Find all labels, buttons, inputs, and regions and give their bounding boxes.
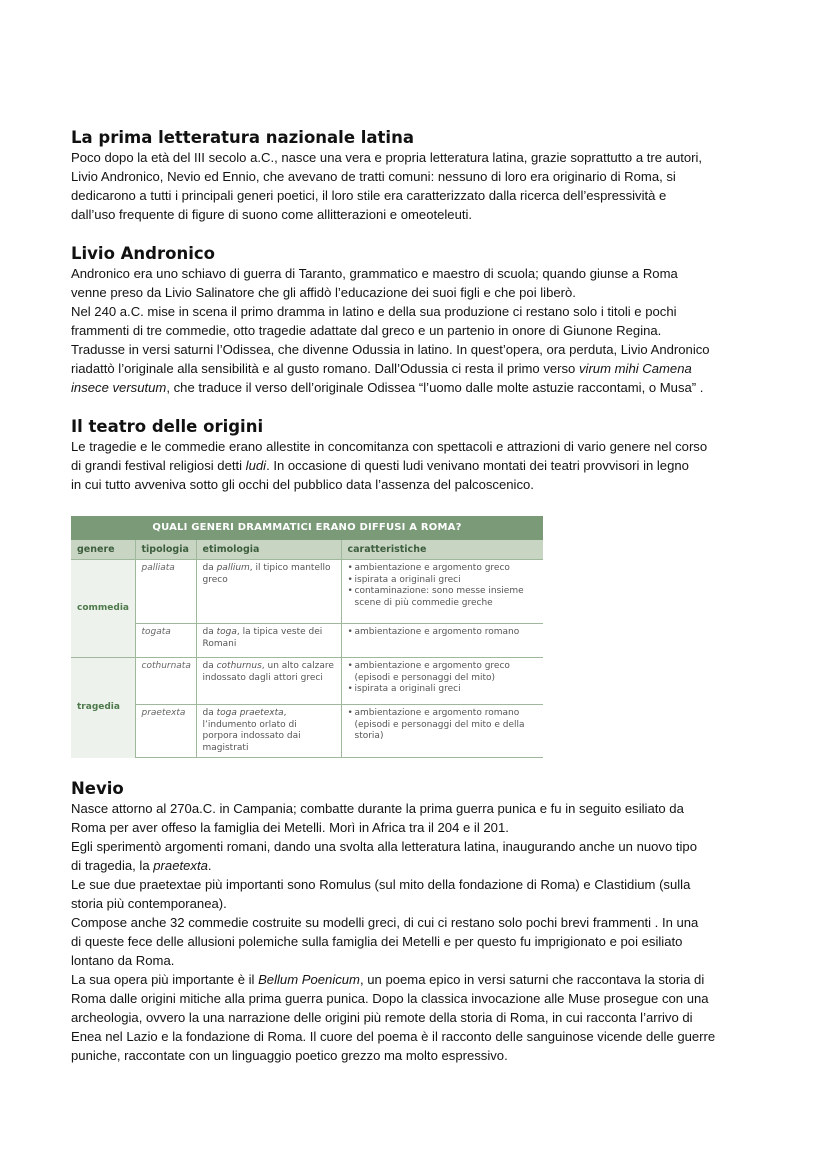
table-body	[71, 540, 543, 758]
etim-term: cothurnus	[216, 661, 262, 671]
tipologia-cell: palliata	[135, 560, 196, 624]
tipologia-cell: togata	[135, 624, 196, 658]
italic-term: ludi	[245, 458, 267, 473]
text-line: Le sue due praetextae più importanti sono Romulus (sul mito della fondazione di Roma) e Clastidium (sulla	[71, 877, 691, 892]
table-row	[71, 658, 543, 705]
paragraph-livio-andronico	[71, 264, 761, 397]
heading-livio-andronico: Livio Andronico	[71, 244, 215, 263]
caratteristiche-list	[348, 708, 538, 743]
section-nevio	[71, 779, 771, 1065]
etim-text: da	[202, 563, 217, 573]
heading-nevio: Nevio	[71, 779, 124, 798]
text-line: di grandi festival religiosi detti	[71, 458, 246, 473]
text-line: Tradusse in versi saturni l’Odissea, che divenne Odussia in latino. In quest’opera, ora perduta, Livio Andronico	[71, 342, 710, 357]
list-item: • ispirata a originali greci	[348, 684, 538, 696]
text-line: di tragedia, la	[71, 858, 154, 873]
text-line: storia più contemporanea).	[71, 896, 227, 911]
text-line: frammenti di tre commedie, otto tragedie adattate dal greco e un partenio in onore di Giunone Regina.	[71, 323, 662, 338]
table-title: QUALI GENERI DRAMMATICI ERANO DIFFUSI A ROMA?	[71, 516, 543, 540]
text-line: archeologia, ovvero la una narrazione delle origini più remote della storia di Roma, in cui racconta l’arrivo di	[71, 1010, 693, 1025]
text-line: dedicarono a tutti i principali generi poetici, il loro stile era caratterizzato dalla ricerca dell’espressività e	[71, 188, 667, 203]
latin-quote: insece versutum	[71, 380, 167, 395]
table-row	[71, 705, 543, 758]
text-line: riadattò l’originale alla sensibilità e al gusto romano. Dall’Odussia ci resta il primo verso	[71, 361, 579, 376]
list-item: • ambientazione e argomento greco (episodi e personaggi del mito)	[348, 661, 538, 684]
caratteristiche-list	[348, 627, 538, 639]
text-line: La sua opera più importante è il	[71, 972, 259, 987]
text-line: Egli sperimentò argomenti romani, dando una svolta alla letteratura latina, inaugurando anche un nuovo tipo	[71, 839, 697, 854]
column-header: genere	[71, 540, 135, 560]
paragraph-teatro-origini	[71, 437, 761, 494]
etimologia-cell	[196, 705, 341, 758]
text-line: di queste fece delle allusioni polemiche sulla famiglia dei Metelli e per questo fu imprigionato e poi esiliato	[71, 934, 683, 949]
section-teatro-origini	[71, 417, 761, 494]
etim-text: , il tipico mantello greco	[202, 563, 331, 585]
table-row	[71, 624, 543, 658]
caratteristiche-cell	[341, 560, 543, 624]
etimologia-cell	[196, 658, 341, 705]
text-line: Nasce attorno al 270a.C. in Campania; combatte durante la prima guerra punica e fu in seguito esiliato da	[71, 801, 684, 816]
etim-text: da	[202, 708, 217, 718]
table-row	[71, 560, 543, 624]
text-line: Nel 240 a.C. mise in scena il primo dramma in latino e della sua produzione ci restano solo i titoli e pochi	[71, 304, 677, 319]
etim-text: , la tipica veste dei Romani	[202, 627, 323, 649]
text-line: Livio Andronico, Nevio ed Ennio, che avevano de tratti comuni: nessuno di loro era originario di Roma, si	[71, 169, 676, 184]
paragraph-prima-letteratura	[71, 148, 761, 224]
text-line: lontano da Roma.	[71, 953, 175, 968]
caratteristiche-cell	[341, 705, 543, 758]
etimologia-cell	[196, 624, 341, 658]
text-line: Le tragedie e le commedie erano allestite in concomitanza con spettacoli e attrazioni di vario genere nel corso	[71, 439, 708, 454]
text-line: . In occasione di questi ludi venivano montati dei teatri provvisori in legno	[266, 458, 689, 473]
caratteristiche-cell	[341, 658, 543, 705]
italic-term: praetexta	[153, 858, 208, 873]
column-header: caratteristiche	[341, 540, 543, 560]
text-line: dall’uso frequente di figure di suono come allitterazioni e omeoteleuti.	[71, 207, 473, 222]
etim-text: da	[202, 627, 217, 637]
section-livio-andronico	[71, 244, 761, 397]
list-item: • ambientazione e argomento romano	[348, 627, 538, 639]
caratteristiche-list	[348, 563, 538, 609]
text-line: Roma dalle origini mitiche alla prima guerra punica. Dopo la classica invocazione alle Muse prosegue con una	[71, 991, 709, 1006]
etim-text: da	[202, 661, 217, 671]
tipologia-cell: praetexta	[135, 705, 196, 758]
drama-genres-table	[71, 516, 543, 758]
text-line: Andronico era uno schiavo di guerra di Taranto, grammatico e maestro di scuola; quando giunse a Roma	[71, 266, 678, 281]
text-line: , che traduce il verso dell’originale Odissea “l’uomo dalle molte astuzie raccontami, o Musa” .	[166, 380, 704, 395]
tipologia-cell: cothurnata	[135, 658, 196, 705]
heading-prima-letteratura: La prima letteratura nazionale latina	[71, 128, 414, 147]
text-line: in cui tutto avveniva sotto gli occhi del pubblico data l’assenza del palcoscenico.	[71, 477, 534, 492]
etim-text: , l’indumento orlato di porpora indossato dai magistrati	[202, 708, 301, 753]
text-line: , un poema epico in versi saturni che raccontava la storia di	[359, 972, 705, 987]
latin-quote: virum mihi Camena	[578, 361, 692, 376]
column-header: etimologia	[196, 540, 341, 560]
text-line: Compose anche 32 commedie costruite su modelli greci, di cui ci restano solo pochi brevi frammenti . In una	[71, 915, 699, 930]
list-item: • ambientazione e argomento romano (episodi e personaggi del mito e della storia)	[348, 708, 538, 743]
etimologia-cell	[196, 560, 341, 624]
column-header: tipologia	[135, 540, 196, 560]
etim-term: toga praetexta	[216, 708, 284, 718]
text-line: Enea nel Lazio e la fondazione di Roma. Il cuore del poema è il racconto delle sanguinose vicende delle guerre	[71, 1029, 716, 1044]
section-prima-letteratura	[71, 128, 761, 224]
genre-tragedia: tragedia	[71, 658, 135, 758]
paragraph-nevio	[71, 799, 771, 1065]
italic-term: Bellum Poenicum	[258, 972, 360, 987]
heading-teatro-origini: Il teatro delle origini	[71, 417, 264, 436]
genre-commedia: commedia	[71, 560, 135, 658]
text-line: Poco dopo la età del III secolo a.C., nasce una vera e propria letteratura latina, grazie soprattutto a tre autori,	[71, 150, 703, 165]
text-line: venne preso da Livio Salinatore che gli affidò l’educazione dei suoi figli e che poi liberò.	[71, 285, 576, 300]
caratteristiche-cell	[341, 624, 543, 658]
etim-term: toga	[216, 627, 237, 637]
list-item: • ambientazione e argomento greco	[348, 563, 538, 575]
text-line: .	[207, 858, 212, 873]
etim-term: pallium	[216, 563, 250, 573]
document-content	[71, 128, 761, 514]
list-item: • ispirata a originali greci	[348, 575, 538, 587]
caratteristiche-list	[348, 661, 538, 696]
table-header-row	[71, 540, 543, 560]
etim-text: , un alto calzare indossato dagli attori greci	[202, 661, 334, 683]
text-line: puniche, raccontate con un linguaggio poetico grezzo ma molto espressivo.	[71, 1048, 508, 1063]
text-line: Roma per aver offeso la famiglia dei Metelli. Morì in Africa tra il 204 e il 201.	[71, 820, 509, 835]
list-item: • contaminazione: sono messe insieme scene di più commedie greche	[348, 586, 538, 609]
